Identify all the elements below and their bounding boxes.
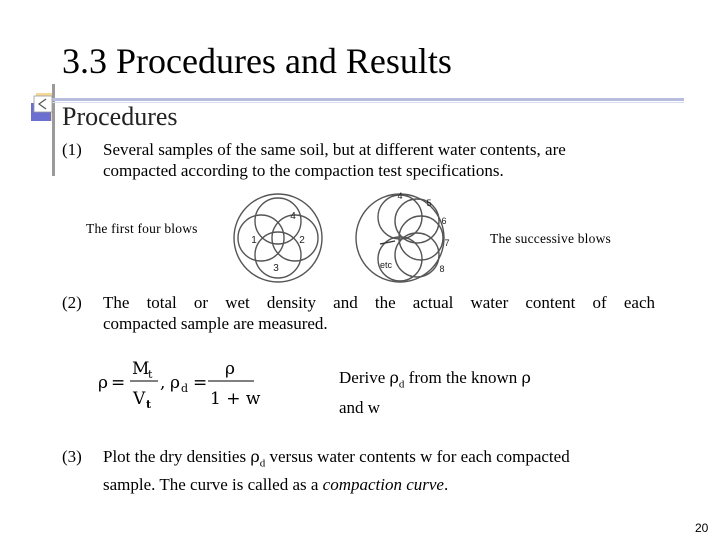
step-3-text-a: Plot the dry densities [103, 447, 251, 466]
step-1-line-1: Several samples of the same soil, but at different water contents, are [103, 140, 566, 159]
derive-rho-sub: d [398, 378, 405, 391]
derive-rho-known: ρ [521, 368, 531, 387]
bullet-arrow-icon [30, 92, 56, 124]
formula-rho-d-sub: d [181, 382, 189, 395]
formula-volume-sub: t [146, 398, 152, 411]
blow-label-1: 1 [251, 235, 257, 246]
step-3-rho-symbol: ρ [250, 447, 260, 466]
density-formula [96, 352, 266, 412]
formula-rho: ρ [98, 373, 108, 393]
formula-denominator: 1 + w [210, 389, 261, 409]
blow-pattern-diagram [230, 186, 462, 290]
page-number: 20 [695, 521, 709, 535]
step-1-text [103, 139, 655, 181]
blow-label-r4: 4 [397, 191, 403, 201]
step-3-number: (3) [62, 447, 82, 466]
derive-line-1 [339, 366, 531, 396]
step-3-period: . [443, 475, 449, 495]
blow-label-2: 2 [299, 235, 305, 246]
step-1-number: (1) [62, 140, 82, 159]
derive-line-2: and w [339, 398, 381, 418]
blow-label-etc: etc [379, 260, 393, 270]
formula-mass-sub: t [148, 368, 153, 381]
caption-successive-blows: The successive blows [490, 231, 611, 246]
formula-rho-d: ρ [170, 373, 180, 393]
formula-equals-2: = [193, 373, 208, 393]
derive-text-a: Derive [339, 368, 390, 387]
formula-comma: , [160, 373, 166, 393]
step-3-text-b: versus water contents w for each compacted [265, 447, 570, 466]
step-2-number: (2) [62, 293, 82, 312]
step-1-line-2: compacted according to the compaction test specifications. [103, 161, 504, 180]
blow-label-r7: 7 [444, 238, 450, 248]
derive-note [339, 366, 531, 419]
blow-label-r6: 6 [441, 216, 447, 226]
derive-rho-symbol: ρ [389, 368, 399, 387]
formula-mass: M [132, 359, 150, 379]
step-3-line-1 [103, 446, 655, 474]
step-2-line-1: The total or wet density and the actual water content of each [103, 293, 655, 312]
compaction-curve-term: compaction curve [322, 475, 444, 495]
formula-equals-1: = [111, 373, 126, 393]
blow-label-r5: 5 [426, 198, 432, 208]
formula-volume: V [133, 389, 146, 409]
derive-text-b: from the known [404, 368, 522, 387]
caption-first-four-blows: The first four blows [86, 221, 198, 236]
step-3-line-2 [103, 474, 655, 495]
slide-title: 3.3 Procedures and Results [62, 41, 452, 81]
step-3-text-c: sample. The curve is called as a [103, 475, 323, 495]
step-3-rho-sub: d [259, 457, 266, 470]
blow-label-3: 3 [273, 263, 279, 274]
blow-label-r8: 8 [439, 264, 445, 274]
step-3-text [103, 446, 655, 495]
step-2-line-2: compacted sample are measured. [103, 314, 328, 333]
blow-label-4: 4 [290, 211, 296, 222]
step-2-text [103, 292, 655, 334]
formula-rho-numerator: ρ [225, 359, 235, 379]
section-heading: Procedures [62, 102, 178, 131]
